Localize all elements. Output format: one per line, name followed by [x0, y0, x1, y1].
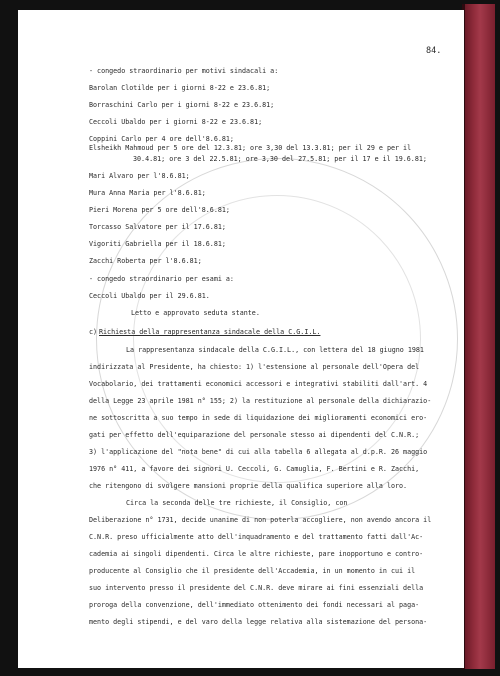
- text-line: 3) l'applicazione del "nota bene" di cui alla tabella 6 allegata al d.p.R. 26 maggio: [89, 448, 428, 456]
- text-line: - congedo straordinario per esami a:: [89, 275, 234, 283]
- text-line: La rappresentanza sindacale della C.G.I.L., con lettera del 18 giugno 1981: [126, 346, 424, 354]
- text-line: Coppini Carlo per 4 ore dell'8.6.81;: [89, 135, 234, 143]
- text-line: Mura Anna Maria per l'8.6.81;: [89, 189, 206, 197]
- text-line: Ceccoli Ubaldo per il 29.6.81.: [89, 292, 210, 300]
- text-line: Vocabolario, dei trattamenti economici accessori e integrativi stabiliti dall'art. 4: [89, 380, 428, 388]
- text-line: - congedo straordinario per motivi sindacali a:: [89, 67, 279, 75]
- section-heading: Richiesta della rappresentanza sindacale della C.G.I.L.: [99, 328, 321, 336]
- text-line: Pieri Morena per 5 ore dell'8.6.81;: [89, 206, 230, 214]
- text-line: indirizzata al Presidente, ha chiesto: 1) l'estensione al personale dell'Opera del: [89, 363, 420, 371]
- text-line: Barolan Clotilde per i giorni 8-22 e 23.6.81;: [89, 84, 271, 92]
- text-line: producente al Consiglio che il presidente dell'Accademia, in un momento in cui il: [89, 567, 416, 575]
- section-label: c): [89, 328, 98, 336]
- text-line: che ritengono di svolgere mansioni proprie della qualifica superiore alla loro.: [89, 482, 408, 490]
- page-number: 84.: [426, 46, 442, 56]
- text-line: della Legge 23 aprile 1981 n° 155; 2) la restituzione al personale della dichiarazio-: [89, 397, 432, 405]
- book-binding: [462, 4, 495, 669]
- text-line: Zacchi Roberta per l'8.6.81;: [89, 257, 202, 265]
- text-line: Elsheikh Mahmoud per 5 ore del 12.3.81; ore 3,30 del 13.3.81; per il 29 e per il: [89, 144, 412, 152]
- text-line: Ceccoli Ubaldo per i giorni 8-22 e 23.6.81;: [89, 118, 263, 126]
- text-line: Deliberazione n° 1731, decide unanime di non poterla accogliere, non avendo ancora il: [89, 516, 432, 524]
- document-page: [18, 10, 464, 668]
- text-line: suo intervento presso il presidente del C.N.R. deve mirare ai fini essenziali della: [89, 584, 424, 592]
- text-line: mento degli stipendi, e del varo della legge relativa alla sistemazione del persona-: [89, 618, 428, 626]
- text-line: Circa la seconda delle tre richieste, il Consiglio, con: [126, 499, 348, 507]
- text-line: cademia ai singoli dipendenti. Circa le altre richieste, pare inopportuno e contro-: [89, 550, 424, 558]
- text-line: 30.4.81; ore 3 del 22.5.81; ore 3,30 del 27.5.81; per il 17 e il 19.6.81;: [133, 155, 427, 163]
- text-line: Torcasso Salvatore per il 17.6.81;: [89, 223, 226, 231]
- text-line: 1976 n° 411, a favore dei signori U. Ceccoli, G. Camuglia, F. Bertini e R. Zacchi,: [89, 465, 420, 473]
- text-line: gati per effetto dell'equiparazione del personale stesso ai dipendenti del C.N.R.;: [89, 431, 420, 439]
- text-line: ne sottoscritta a suo tempo in sede di liquidazione dei miglioramenti economici ero-: [89, 414, 428, 422]
- text-line: Vigoriti Gabriella per il 18.6.81;: [89, 240, 226, 248]
- text-line: C.N.R. preso ufficialmente atto dell'inquadramento e del trattamento fatti dall'Ac-: [89, 533, 424, 541]
- text-line: proroga della convenzione, dell'immediato ottenimento dei fondi necessari al paga-: [89, 601, 420, 609]
- text-line: Letto e approvato seduta stante.: [131, 309, 260, 317]
- text-line: Borraschini Carlo per i giorni 8-22 e 23.6.81;: [89, 101, 275, 109]
- text-line: Mari Alvaro per l'8.6.81;: [89, 172, 190, 180]
